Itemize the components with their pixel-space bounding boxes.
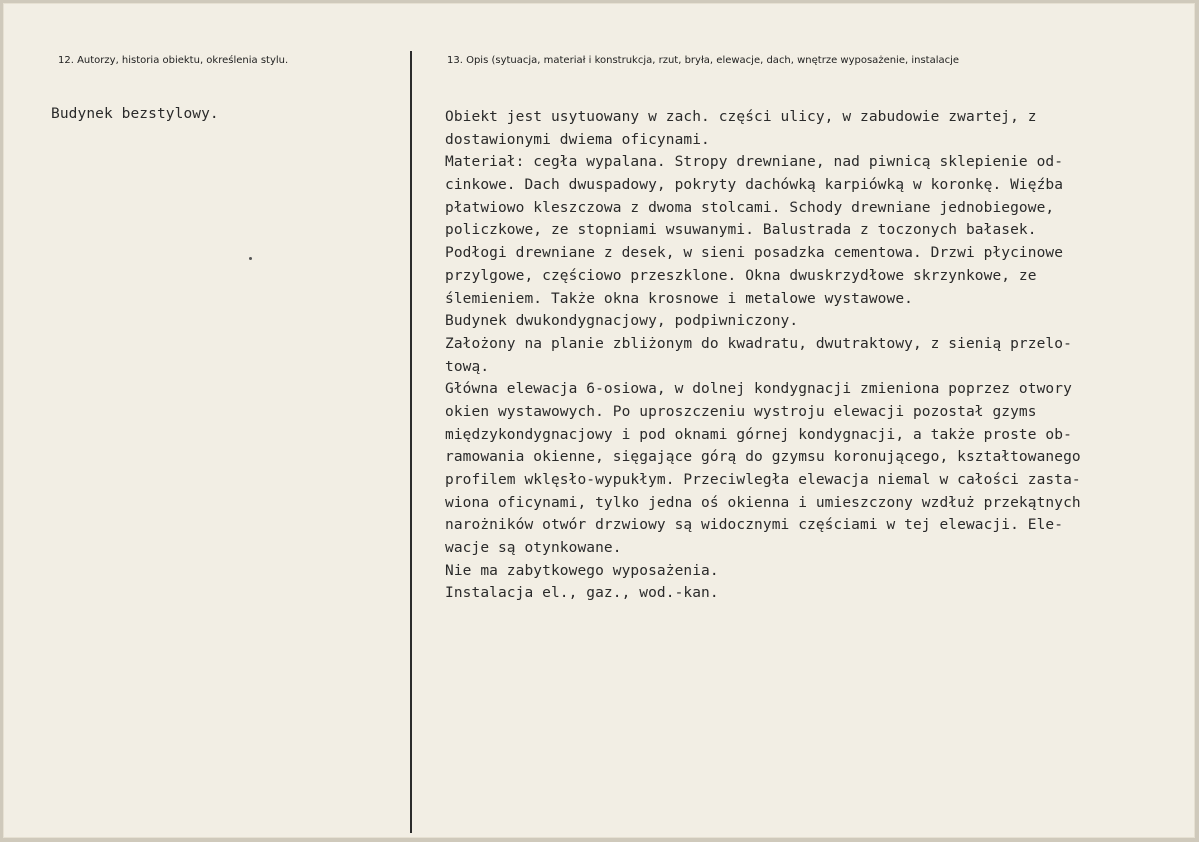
text-line: wiona oficynami, tylko jedna oś okienna i umieszczony wzdłuż przekątnych: [445, 494, 1081, 511]
text-line: ślemieniem. Także okna krosnowe i metalowe wystawowe.: [445, 290, 913, 307]
text-line: Budynek dwukondygnacjowy, podpiwniczony.: [445, 313, 799, 330]
document-card: [3, 3, 1195, 838]
text-line: narożników otwór drzwiowy są widocznymi częściami w tej elewacji. Ele-: [445, 517, 1064, 534]
text-line: dostawionymi dwiema oficynami.: [445, 131, 710, 148]
text-line: Główna elewacja 6-osiowa, w dolnej kondygnacji zmieniona poprzez otwory: [445, 381, 1072, 398]
text-line: płatwiowo kleszczowa z dwoma stolcami. Schody drewniane jednobiegowe,: [445, 199, 1055, 216]
section-13-header: 13. Opis (sytuacja, materiał i konstrukcja, rzut, bryła, elewacje, dach, wnętrze wyposażenie, instalacje: [447, 55, 960, 66]
text-line: wacje są otynkowane.: [445, 540, 622, 557]
text-line: policzkowe, ze stopniami wsuwanymi. Balustrada z toczonych bałasek.: [445, 222, 1037, 239]
column-divider: [410, 51, 412, 833]
text-line: Obiekt jest usytuowany w zach. części ulicy, w zabudowie zwartej, z: [445, 109, 1037, 125]
text-line: profilem wklęsło-wypukłym. Przeciwległa elewacja niemal w całości zasta-: [445, 472, 1081, 488]
text-line: Materiał: cegła wypalana. Stropy drewniane, nad piwnicą sklepienie od-: [445, 154, 1064, 171]
text-line: międzykondygnacjowy i pod oknami górnej kondygnacji, a także proste ob-: [445, 426, 1072, 443]
section-12-header: 12. Autorzy, historia obiektu, określenia stylu.: [58, 55, 289, 66]
text-line: okien wystawowych. Po uproszczeniu wystroju elewacji pozostał gzyms: [445, 403, 1037, 420]
paper-speck: [249, 257, 252, 260]
section-13-text: [445, 106, 1081, 605]
text-line: Nie ma zabytkowego wyposażenia.: [445, 562, 719, 579]
text-line: Instalacja el., gaz., wod.-kan.: [445, 585, 719, 602]
text-line: przylgowe, częściowo przeszklone. Okna dwuskrzydłowe skrzynkowe, ze: [445, 267, 1037, 284]
section-12-text: Budynek bezstylowy.: [51, 106, 219, 122]
text-line: Założony na planie zbliżonym do kwadratu, dwutraktowy, z sienią przelo-: [445, 335, 1072, 352]
text-line: tową.: [445, 358, 490, 375]
text-line: cinkowe. Dach dwuspadowy, pokryty dachówką karpiówką w koronkę. Więźba: [445, 177, 1064, 194]
text-line: Podłogi drewniane z desek, w sieni posadzka cementowa. Drzwi płycinowe: [445, 245, 1064, 262]
text-line: ramowania okienne, sięgające górą do gzymsu koronującego, kształtowanego: [445, 449, 1081, 466]
